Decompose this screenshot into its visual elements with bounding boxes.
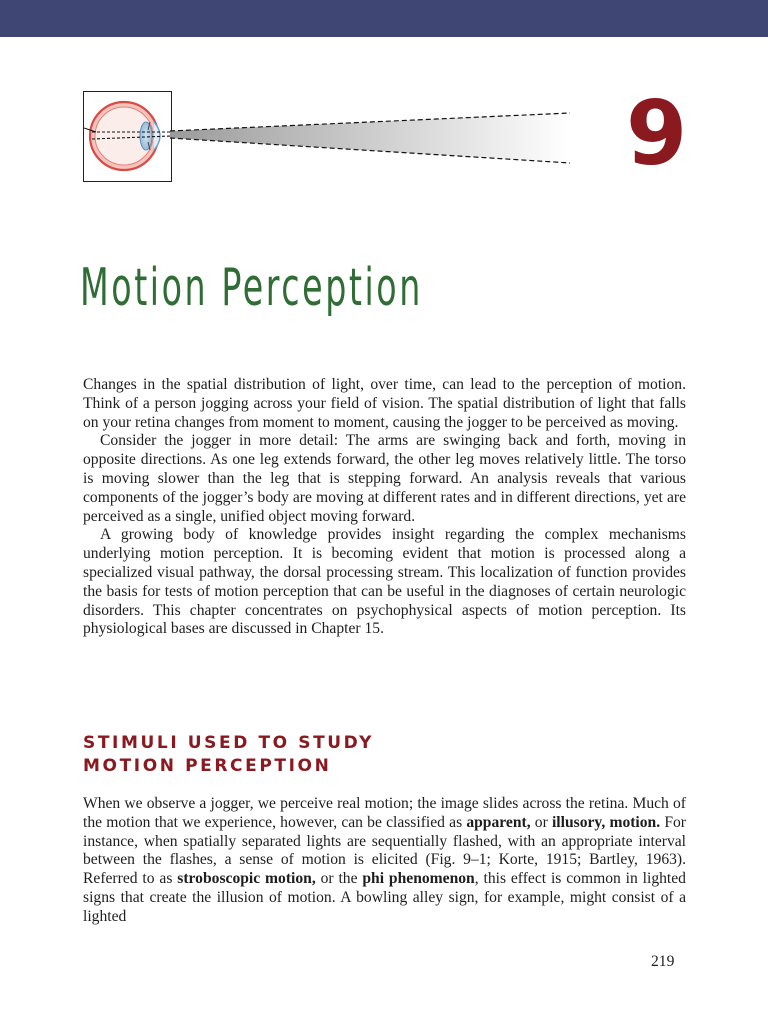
text-run: or the [315,870,363,888]
paragraph: A growing body of knowledge provides insight regarding the complex mechanisms underlying motion perception. It is becoming evident that motion is processed along a specialized visual pathway, the dorsal processing stream. This localization of function provides the basis for tests of motion perception that can be useful in the diagnoses of certain neurologic disorders. This chapter concentrates on psychophysical aspects of motion perception. Its physiological bases are discussed in Chapter 15. [83,526,686,638]
text-run: or [530,813,552,831]
term: apparent, [466,813,531,831]
chapter-number: 9 [626,82,686,185]
section-heading-line: MOTION PERCEPTION [83,756,332,776]
eye-icon [83,91,172,182]
section-heading [83,732,374,778]
light-ray-figure [170,108,572,168]
text-run: For instance, when spatially separated lights are sequentially flashed, with an appropriate interval between the flashes, a sense of motion is elicited (Fig. 9–1; Korte, 1915; Bartley, 1963). Referred to as [83,813,686,888]
text-run: When we observe a jogger, we perceive real motion; the image slides across the retina. Much of the motion that we experience, however, can be classified as [83,795,686,831]
text-run: , this effect is common in lighted signs that create the illusion of motion. A bowling alley sign, for example, might consist of a lighted [83,870,686,925]
intro-text [83,376,686,639]
chapter-title: Motion Perception [80,258,423,318]
page-number: 219 [651,953,675,970]
term: stroboscopic motion, [177,870,316,888]
paragraph: Consider the jogger in more detail: The arms are swinging back and forth, moving in opposite directions. As one leg extends forward, the other leg moves relatively little. The torso is moving slower than the leg that is stepping forward. An analysis reveals that various components of the jogger’s body are moving at different rates and in different directions, yet are perceived as a single, unified object moving forward. [83,432,686,525]
section-heading-line: STIMULI USED TO STUDY [83,733,375,753]
paragraph: Changes in the spatial distribution of light, over time, can lead to the perception of motion. Think of a person jogging across your field of vision. The spatial distribution of light that falls on your retina changes from moment to moment, causing the jogger to be perceived as moving. [83,376,686,431]
term: phi phenomenon [362,870,475,888]
section-body-text [83,795,686,927]
term: illusory, motion. [551,813,661,831]
header-band [0,0,768,37]
paragraph [83,795,686,927]
